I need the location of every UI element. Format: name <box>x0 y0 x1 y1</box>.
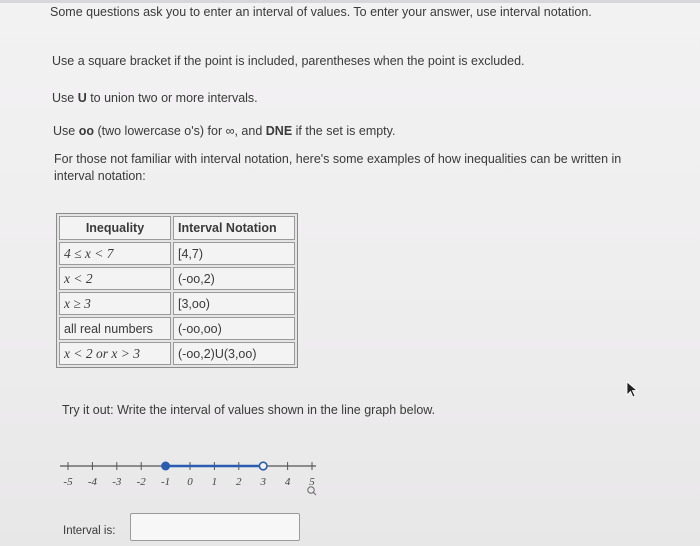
instruction-interval-notation: Some questions ask you to enter an interval of values. To enter your answer, use interval notation. <box>50 5 592 19</box>
number-line-tick-label: 3 <box>260 476 266 488</box>
number-line-tick-label: -5 <box>63 476 73 488</box>
closed-endpoint-dot <box>162 462 170 470</box>
number-line-tick-label: -2 <box>136 476 146 488</box>
number-line-tick-label: 4 <box>284 476 291 488</box>
notation-cell: [4,7) <box>173 242 295 265</box>
number-line-tick-label: 0 <box>187 476 193 488</box>
table-row <box>59 242 295 265</box>
column-header: Inequality <box>59 216 171 240</box>
number-line-graph <box>52 455 332 500</box>
answer-label: Interval is: <box>63 525 116 537</box>
table-row <box>59 267 295 290</box>
inequality-cell: x < 2 or x > 3 <box>59 342 171 365</box>
magnifier-handle <box>314 493 317 496</box>
instruction-union: Use U to union two or more intervals. <box>52 91 258 105</box>
table-row <box>59 292 295 315</box>
notation-cell: [3,oo) <box>173 292 295 315</box>
table-row <box>59 342 295 365</box>
instruction-examples-intro: For those not familiar with interval notation, here's some examples of how inequalities can be written in interval notation: <box>54 152 622 183</box>
number-line-tick-label: 1 <box>211 476 218 488</box>
number-line-tick-label: 5 <box>309 476 315 488</box>
open-endpoint-circle <box>259 462 267 470</box>
table-header-row <box>59 216 295 240</box>
notation-cell: (-oo,2)U(3,oo) <box>173 342 295 365</box>
column-header: Interval Notation <box>173 216 295 240</box>
notation-cell: (-oo,oo) <box>173 317 295 340</box>
notation-cell: (-oo,2) <box>173 267 295 290</box>
instruction-brackets: Use a square bracket if the point is included, parentheses when the point is excluded. <box>52 54 525 68</box>
number-line-tick-label: -4 <box>87 476 97 488</box>
mouse-cursor-icon <box>626 381 640 399</box>
inequality-cell: x ≥ 3 <box>59 292 171 315</box>
inequality-cell: all real numbers <box>59 317 171 340</box>
interval-examples-table <box>56 213 298 368</box>
interval-answer-input[interactable] <box>130 513 300 541</box>
top-divider <box>0 0 700 3</box>
number-line-tick-label: 2 <box>236 476 242 488</box>
instruction-infinity: Use oo (two lowercase o's) for ∞, and DNE if the set is empty. <box>53 124 396 138</box>
inequality-cell: x < 2 <box>59 267 171 290</box>
table-row <box>59 317 295 340</box>
exercise-prompt: Try it out: Write the interval of values shown in the line graph below. <box>62 403 436 417</box>
number-line-tick-label: -1 <box>161 476 171 488</box>
inequality-cell: 4 ≤ x < 7 <box>59 242 171 265</box>
number-line-tick-label: -3 <box>112 476 122 488</box>
